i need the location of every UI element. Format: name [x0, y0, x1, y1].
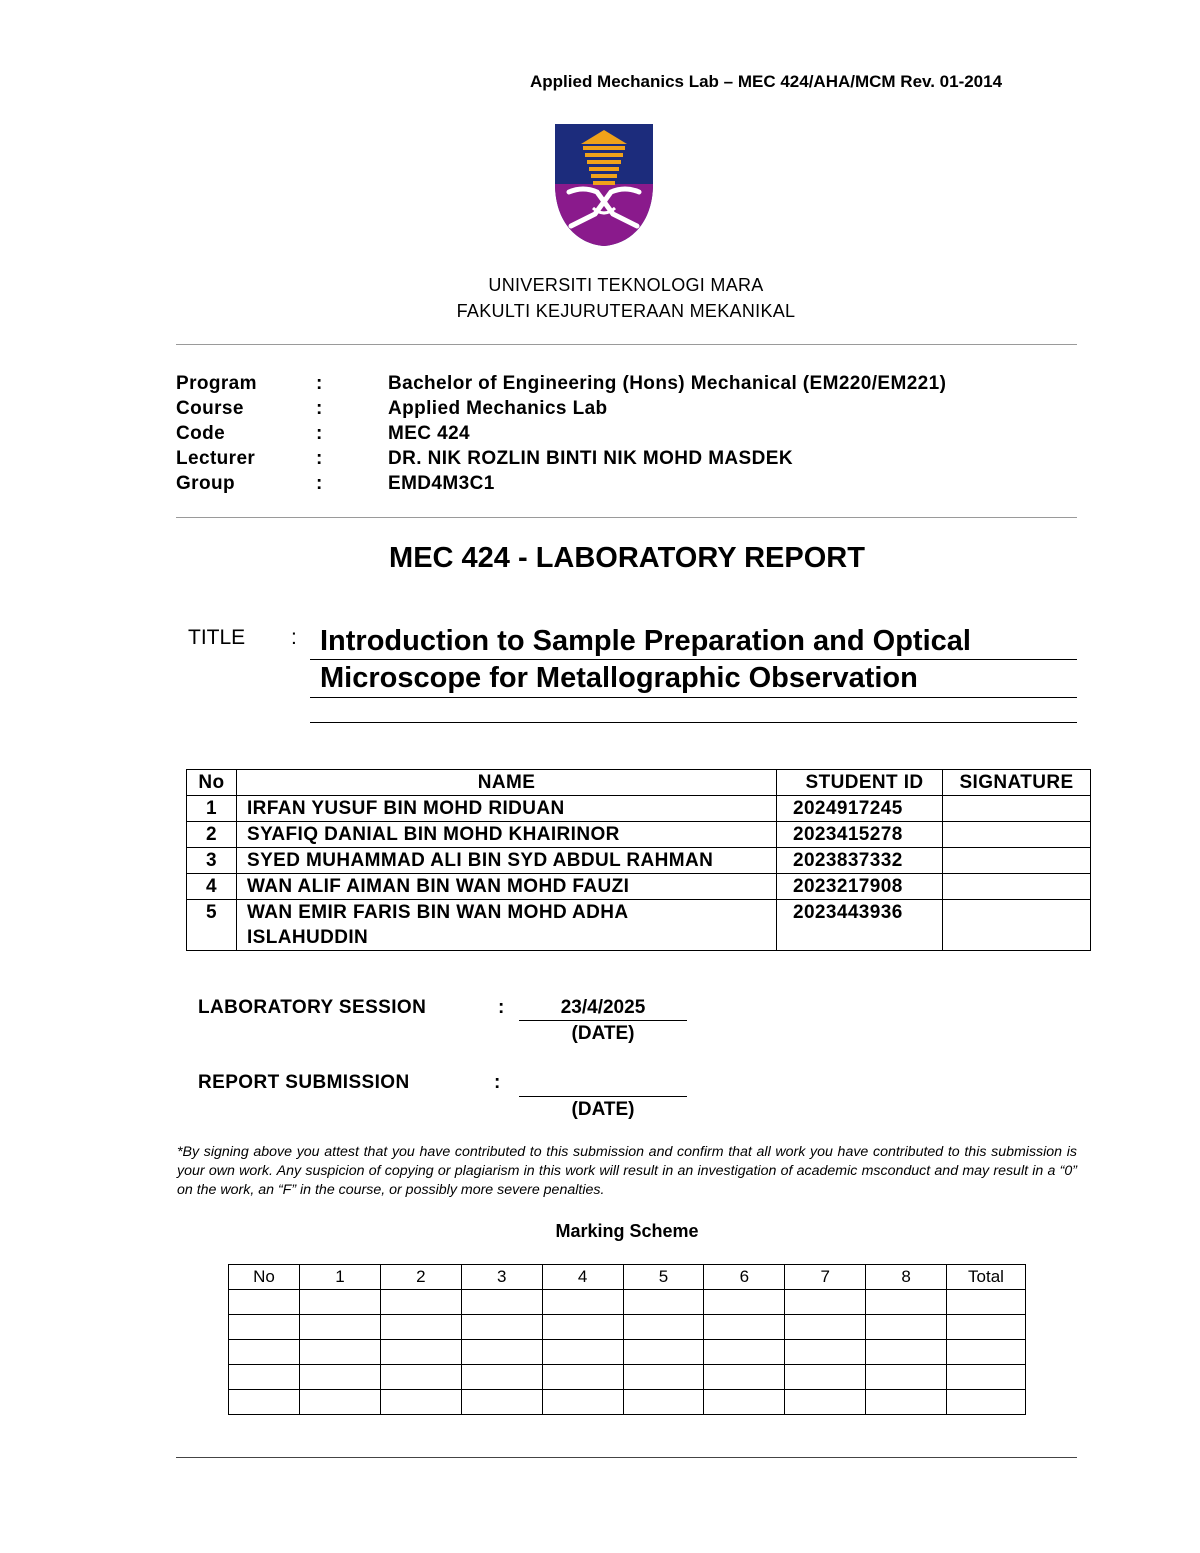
info-row-program [0, 373, 1200, 398]
member-number: 3 [187, 848, 237, 874]
mark-cell[interactable] [300, 1290, 381, 1315]
report-submission-label: REPORT SUBMISSION [198, 1072, 410, 1093]
column-header: 7 [785, 1265, 866, 1290]
info-row-code [0, 423, 1200, 448]
member-number: 4 [187, 874, 237, 900]
mark-cell[interactable] [229, 1340, 300, 1365]
member-name-line: WAN EMIR FARIS BIN WAN MOHD ADHA [247, 902, 629, 923]
mark-cell[interactable] [704, 1365, 785, 1390]
column-header: 2 [380, 1265, 461, 1290]
date-underline [519, 1096, 687, 1097]
table-row [187, 848, 1091, 874]
mark-cell[interactable] [461, 1290, 542, 1315]
column-header: STUDENT ID [777, 770, 943, 796]
member-number: 5 [187, 900, 237, 951]
column-header: 3 [461, 1265, 542, 1290]
lab-session-colon: : [498, 997, 505, 1018]
title-underline [310, 697, 1077, 698]
marking-scheme-table [228, 1264, 1026, 1415]
member-number: 2 [187, 822, 237, 848]
university-name: UNIVERSITI TEKNOLOGI MARA [488, 275, 764, 295]
date-caption: (DATE) [571, 1099, 635, 1120]
mark-cell[interactable] [785, 1290, 866, 1315]
mark-cell[interactable] [380, 1365, 461, 1390]
marking-scheme-title: Marking Scheme [555, 1221, 699, 1241]
info-label: Course [176, 398, 244, 419]
column-header: Total [947, 1265, 1026, 1290]
faculty-name: FAKULTI KEJURUTERAAN MEKANIKAL [456, 301, 796, 321]
info-value: MEC 424 [388, 423, 471, 444]
table-row [229, 1315, 1026, 1340]
info-value: Applied Mechanics Lab [388, 398, 608, 419]
table-row [229, 1390, 1026, 1415]
column-header: SIGNATURE [943, 770, 1091, 796]
date-caption: (DATE) [571, 1023, 635, 1044]
mark-cell[interactable] [866, 1390, 947, 1415]
info-value: Bachelor of Engineering (Hons) Mechanical (EM220/EM221) [388, 373, 947, 394]
date-underline [519, 1020, 687, 1021]
lab-session-label: LABORATORY SESSION [198, 997, 427, 1018]
document-reference: Applied Mechanics Lab – MEC 424/AHA/MCM Rev. 01-2014 [530, 72, 1003, 91]
info-label: Group [176, 473, 235, 494]
column-header: 5 [623, 1265, 704, 1290]
info-colon: : [316, 423, 323, 444]
mark-cell[interactable] [229, 1315, 300, 1340]
member-name: SYED MUHAMMAD ALI BIN SYD ABDUL RAHMAN [237, 848, 777, 874]
mark-cell[interactable] [623, 1315, 704, 1340]
mark-cell[interactable] [229, 1365, 300, 1390]
mark-cell[interactable] [623, 1390, 704, 1415]
mark-cell[interactable] [866, 1290, 947, 1315]
mark-cell[interactable] [461, 1365, 542, 1390]
info-colon: : [316, 398, 323, 419]
group-members-table [186, 769, 1091, 951]
info-colon: : [316, 373, 323, 394]
divider [176, 344, 1077, 345]
member-name: IRFAN YUSUF BIN MOHD RIDUAN [237, 796, 777, 822]
mark-cell[interactable] [461, 1315, 542, 1340]
info-colon: : [316, 448, 323, 469]
signature-cell[interactable] [943, 848, 1091, 874]
mark-cell[interactable] [300, 1365, 381, 1390]
signature-cell[interactable] [943, 796, 1091, 822]
signature-cell[interactable] [943, 900, 1091, 951]
mark-cell[interactable] [380, 1290, 461, 1315]
table-row [187, 900, 1091, 951]
lab-session-date[interactable]: 23/4/2025 [560, 997, 646, 1018]
student-id: 2023217908 [777, 874, 943, 900]
student-id: 2023443936 [777, 900, 943, 951]
info-label: Lecturer [176, 448, 256, 469]
mark-cell[interactable] [785, 1365, 866, 1390]
table-row [229, 1290, 1026, 1315]
mark-cell[interactable] [947, 1290, 1026, 1315]
column-header: NAME [237, 770, 777, 796]
member-number: 1 [187, 796, 237, 822]
info-label: Code [176, 423, 226, 444]
mark-cell[interactable] [542, 1390, 623, 1415]
divider [176, 517, 1077, 518]
integrity-disclaimer: *By signing above you attest that you have contributed to this submission and confirm that all work you have contributed to this submission is your own work. Any suspicion of copying or plagiarism in this work will result in an investigation of academic msconduct and may result in a “0” on the work, an “F” in the course, or possibly more severe penalties. [177, 1144, 1077, 1198]
title-underline [310, 722, 1077, 723]
info-colon: : [316, 473, 323, 494]
member-name: WAN ALIF AIMAN BIN WAN MOHD FAUZI [237, 874, 777, 900]
column-header: 1 [300, 1265, 381, 1290]
mark-cell[interactable] [785, 1315, 866, 1340]
report-submission-colon: : [494, 1072, 501, 1093]
mark-cell[interactable] [866, 1365, 947, 1390]
title-underline [310, 659, 1077, 660]
student-id: 2023415278 [777, 822, 943, 848]
table-row [229, 1340, 1026, 1365]
info-row-lecturer [0, 448, 1200, 473]
mark-cell[interactable] [623, 1365, 704, 1390]
mark-cell[interactable] [229, 1290, 300, 1315]
mark-cell[interactable] [704, 1290, 785, 1315]
table-header-row [187, 770, 1091, 796]
member-name [237, 900, 777, 951]
mark-cell[interactable] [947, 1315, 1026, 1340]
uitm-crest-logo [553, 122, 655, 248]
student-id: 2024917245 [777, 796, 943, 822]
mark-cell[interactable] [380, 1315, 461, 1340]
mark-cell[interactable] [542, 1315, 623, 1340]
mark-cell[interactable] [229, 1390, 300, 1415]
mark-cell[interactable] [380, 1390, 461, 1415]
title-label: TITLE [188, 626, 246, 649]
mark-cell[interactable] [461, 1390, 542, 1415]
column-header: 8 [866, 1265, 947, 1290]
mark-cell[interactable] [947, 1365, 1026, 1390]
mark-cell[interactable] [866, 1340, 947, 1365]
mark-cell[interactable] [380, 1340, 461, 1365]
signature-cell[interactable] [943, 822, 1091, 848]
info-value: DR. NIK ROZLIN BINTI NIK MOHD MASDEK [388, 448, 793, 469]
footer-divider [176, 1457, 1077, 1458]
mark-cell[interactable] [704, 1315, 785, 1340]
report-title-line: Microscope for Metallographic Observation [320, 662, 918, 694]
mark-cell[interactable] [542, 1290, 623, 1315]
report-title-line: Introduction to Sample Preparation and Optical [320, 625, 971, 657]
mark-cell[interactable] [300, 1390, 381, 1415]
mark-cell[interactable] [461, 1340, 542, 1365]
table-row [229, 1365, 1026, 1390]
student-id: 2023837332 [777, 848, 943, 874]
mark-cell[interactable] [947, 1390, 1026, 1415]
mark-cell[interactable] [623, 1340, 704, 1365]
mark-cell[interactable] [785, 1340, 866, 1365]
mark-cell[interactable] [704, 1390, 785, 1415]
table-row [187, 822, 1091, 848]
column-header: No [229, 1265, 300, 1290]
mark-cell[interactable] [947, 1340, 1026, 1365]
member-name: SYAFIQ DANIAL BIN MOHD KHAIRINOR [237, 822, 777, 848]
mark-cell[interactable] [785, 1390, 866, 1415]
mark-cell[interactable] [542, 1365, 623, 1390]
column-header: No [187, 770, 237, 796]
report-heading: MEC 424 - LABORATORY REPORT [389, 542, 865, 574]
title-colon: : [291, 626, 297, 649]
mark-cell[interactable] [300, 1315, 381, 1340]
mark-cell[interactable] [542, 1340, 623, 1365]
mark-cell[interactable] [866, 1315, 947, 1340]
mark-cell[interactable] [623, 1290, 704, 1315]
member-name-line: ISLAHUDDIN [247, 927, 369, 948]
table-row [187, 796, 1091, 822]
column-header: 4 [542, 1265, 623, 1290]
column-header: 6 [704, 1265, 785, 1290]
info-value: EMD4M3C1 [388, 473, 495, 494]
mark-cell[interactable] [300, 1340, 381, 1365]
info-row-course [0, 398, 1200, 423]
info-row-group [0, 473, 1200, 498]
mark-cell[interactable] [704, 1340, 785, 1365]
table-header-row [229, 1265, 1026, 1290]
table-row [187, 874, 1091, 900]
signature-cell[interactable] [943, 874, 1091, 900]
info-label: Program [176, 373, 257, 394]
